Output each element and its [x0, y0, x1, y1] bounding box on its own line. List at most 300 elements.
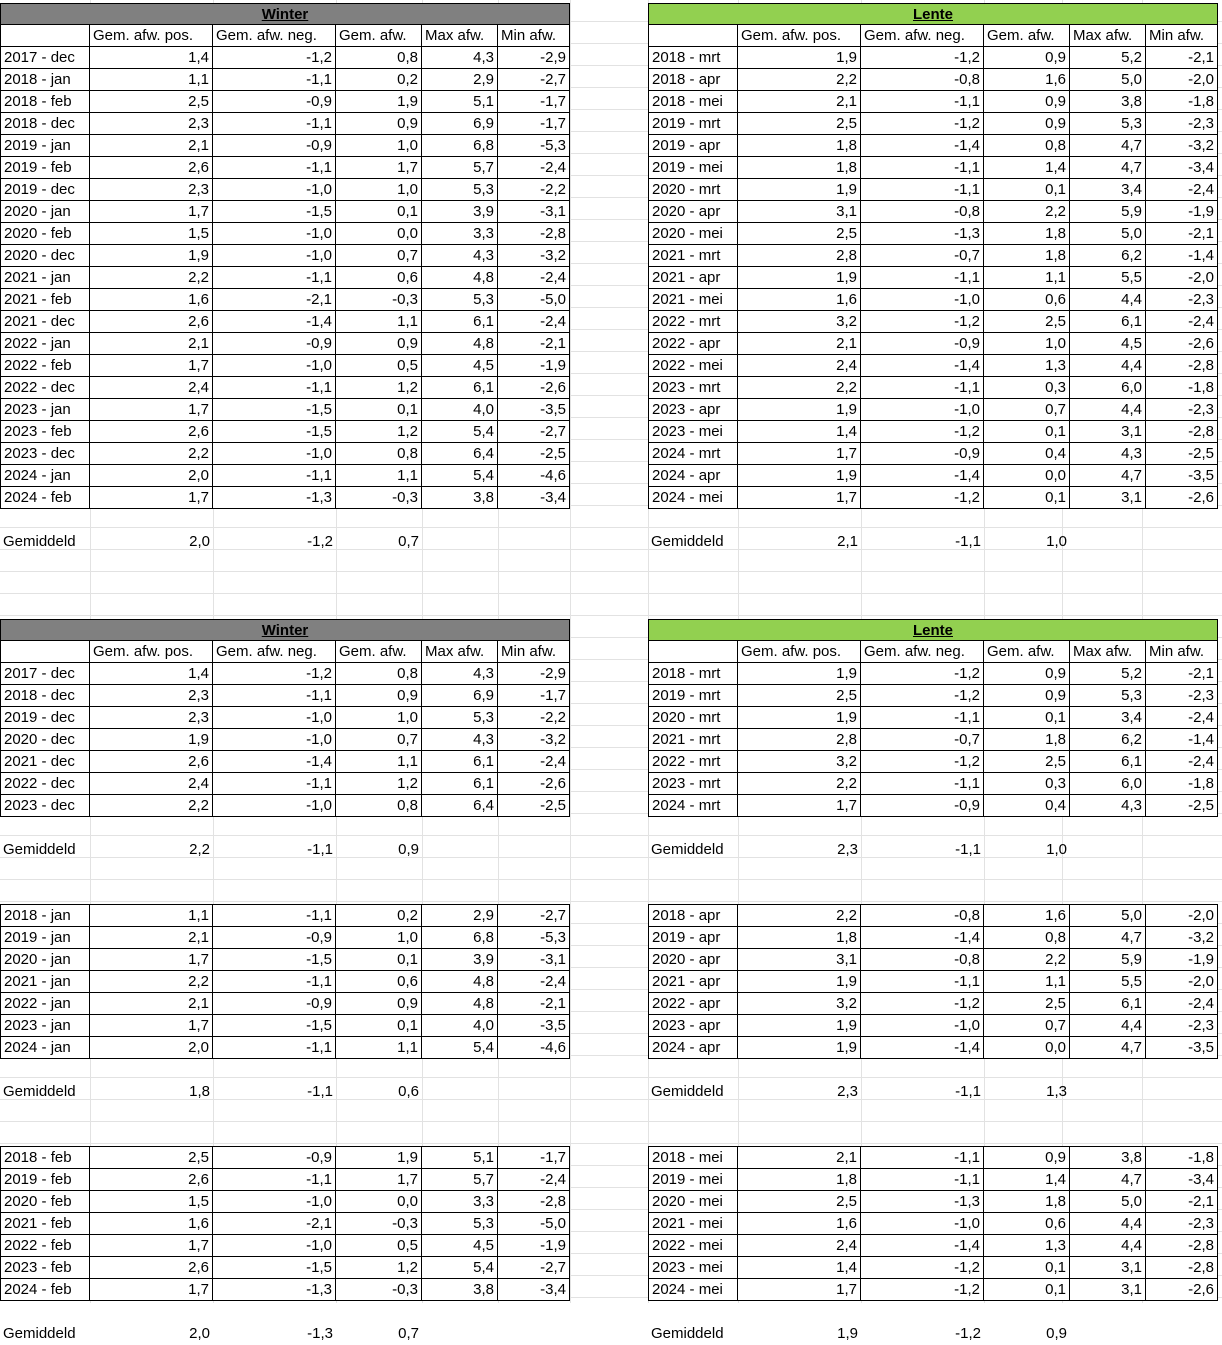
- data-cell[interactable]: 0,9: [984, 47, 1070, 69]
- data-cell[interactable]: 1,8: [738, 1169, 861, 1191]
- row-period-label[interactable]: 2018 - jan: [0, 69, 90, 91]
- empty-cell[interactable]: [984, 1059, 1070, 1081]
- row-period-label[interactable]: 2018 - feb: [0, 91, 90, 113]
- data-cell[interactable]: 4,4: [1070, 1213, 1146, 1235]
- row-period-label[interactable]: 2019 - dec: [0, 179, 90, 201]
- data-cell[interactable]: -1,1: [861, 773, 984, 795]
- data-cell[interactable]: 5,0: [1070, 69, 1146, 91]
- empty-cell[interactable]: [984, 883, 1070, 905]
- average-value[interactable]: 2,2: [189, 841, 210, 858]
- data-cell[interactable]: 6,1: [1070, 311, 1146, 333]
- data-cell[interactable]: 1,6: [90, 1213, 213, 1235]
- data-cell[interactable]: -1,1: [213, 905, 336, 927]
- data-cell[interactable]: 2,2: [738, 905, 861, 927]
- empty-cell[interactable]: [738, 1301, 861, 1323]
- average-value[interactable]: 1,0: [1046, 533, 1067, 550]
- column-header[interactable]: [648, 641, 738, 663]
- column-header[interactable]: Gem. afw. neg.: [213, 641, 336, 663]
- empty-cell[interactable]: [1146, 1103, 1218, 1125]
- empty-cell[interactable]: [422, 1081, 498, 1103]
- data-cell[interactable]: -1,1: [213, 113, 336, 135]
- data-cell[interactable]: -2,4: [498, 751, 570, 773]
- data-cell[interactable]: 5,3: [422, 179, 498, 201]
- empty-cell[interactable]: [498, 531, 570, 553]
- empty-cell[interactable]: [0, 509, 90, 531]
- empty-cell[interactable]: [738, 861, 861, 883]
- data-cell[interactable]: 2,6: [90, 157, 213, 179]
- data-cell[interactable]: 2,2: [738, 69, 861, 91]
- data-cell[interactable]: 2,5: [984, 311, 1070, 333]
- data-cell[interactable]: -1,9: [1146, 201, 1218, 223]
- data-cell[interactable]: 0,6: [336, 971, 422, 993]
- data-cell[interactable]: 1,8: [984, 1191, 1070, 1213]
- row-period-label[interactable]: 2023 - feb: [0, 1257, 90, 1279]
- data-cell[interactable]: -5,0: [498, 1213, 570, 1235]
- data-cell[interactable]: -1,1: [213, 773, 336, 795]
- data-cell[interactable]: 0,8: [984, 927, 1070, 949]
- empty-cell[interactable]: [648, 1125, 738, 1147]
- average-value[interactable]: 0,6: [398, 1083, 419, 1100]
- data-cell[interactable]: 0,1: [984, 421, 1070, 443]
- data-cell[interactable]: -2,6: [498, 377, 570, 399]
- empty-cell[interactable]: [738, 1059, 861, 1081]
- empty-cell[interactable]: [984, 509, 1070, 531]
- empty-cell[interactable]: [336, 861, 422, 883]
- data-cell[interactable]: -1,1: [861, 91, 984, 113]
- empty-cell[interactable]: [1070, 1323, 1146, 1345]
- data-cell[interactable]: -1,4: [213, 751, 336, 773]
- row-period-label[interactable]: 2020 - dec: [0, 245, 90, 267]
- data-cell[interactable]: -0,8: [861, 201, 984, 223]
- data-cell[interactable]: -3,4: [498, 1279, 570, 1301]
- row-period-label[interactable]: 2019 - dec: [0, 707, 90, 729]
- empty-cell[interactable]: [861, 861, 984, 883]
- data-cell[interactable]: 3,4: [1070, 707, 1146, 729]
- data-cell[interactable]: -2,1: [1146, 223, 1218, 245]
- empty-cell[interactable]: [498, 817, 570, 839]
- empty-cell[interactable]: [422, 1103, 498, 1125]
- data-cell[interactable]: -2,6: [1146, 487, 1218, 509]
- data-cell[interactable]: 3,2: [738, 751, 861, 773]
- empty-cell[interactable]: [984, 1125, 1070, 1147]
- data-cell[interactable]: -2,2: [498, 707, 570, 729]
- empty-cell[interactable]: [336, 883, 422, 905]
- empty-cell[interactable]: [861, 817, 984, 839]
- data-cell[interactable]: 5,7: [422, 157, 498, 179]
- empty-cell[interactable]: [984, 817, 1070, 839]
- empty-cell[interactable]: [861, 1125, 984, 1147]
- data-cell[interactable]: 1,2: [336, 773, 422, 795]
- data-cell[interactable]: -1,9: [498, 1235, 570, 1257]
- empty-cell[interactable]: [1070, 861, 1146, 883]
- data-cell[interactable]: 1,9: [738, 267, 861, 289]
- data-cell[interactable]: 1,4: [984, 157, 1070, 179]
- row-period-label[interactable]: 2018 - mei: [648, 1147, 738, 1169]
- data-cell[interactable]: 0,5: [336, 1235, 422, 1257]
- row-period-label[interactable]: 2019 - mei: [648, 157, 738, 179]
- data-cell[interactable]: 5,2: [1070, 47, 1146, 69]
- data-cell[interactable]: 0,0: [984, 465, 1070, 487]
- empty-cell[interactable]: [1146, 817, 1218, 839]
- empty-cell[interactable]: [648, 1103, 738, 1125]
- data-cell[interactable]: 2,5: [738, 223, 861, 245]
- data-cell[interactable]: 1,9: [738, 971, 861, 993]
- data-cell[interactable]: 4,8: [422, 333, 498, 355]
- empty-cell[interactable]: [336, 1103, 422, 1125]
- row-period-label[interactable]: 2022 - feb: [0, 1235, 90, 1257]
- average-value[interactable]: -1,1: [955, 1083, 981, 1100]
- data-cell[interactable]: 4,7: [1070, 135, 1146, 157]
- average-value[interactable]: -1,1: [955, 533, 981, 550]
- data-cell[interactable]: 1,1: [336, 311, 422, 333]
- data-cell[interactable]: 4,5: [422, 355, 498, 377]
- data-cell[interactable]: 3,3: [422, 223, 498, 245]
- empty-cell[interactable]: [738, 509, 861, 531]
- data-cell[interactable]: -1,0: [213, 179, 336, 201]
- data-cell[interactable]: -2,1: [213, 1213, 336, 1235]
- empty-cell[interactable]: [0, 861, 90, 883]
- empty-cell[interactable]: [1070, 1125, 1146, 1147]
- data-cell[interactable]: -2,1: [213, 289, 336, 311]
- data-cell[interactable]: -1,4: [861, 1037, 984, 1059]
- empty-cell[interactable]: [1146, 1125, 1218, 1147]
- empty-cell[interactable]: [1070, 1081, 1146, 1103]
- data-cell[interactable]: 2,4: [90, 773, 213, 795]
- data-cell[interactable]: 2,0: [90, 465, 213, 487]
- average-value[interactable]: -1,1: [955, 841, 981, 858]
- data-cell[interactable]: -2,0: [1146, 267, 1218, 289]
- data-cell[interactable]: -1,8: [1146, 377, 1218, 399]
- empty-cell[interactable]: [213, 861, 336, 883]
- data-cell[interactable]: 2,4: [738, 355, 861, 377]
- column-header[interactable]: [0, 641, 90, 663]
- empty-cell[interactable]: [90, 861, 213, 883]
- data-cell[interactable]: 2,3: [90, 685, 213, 707]
- empty-cell[interactable]: [498, 883, 570, 905]
- empty-cell[interactable]: [422, 883, 498, 905]
- row-period-label[interactable]: 2019 - jan: [0, 135, 90, 157]
- data-cell[interactable]: -0,9: [213, 993, 336, 1015]
- data-cell[interactable]: 0,1: [984, 1257, 1070, 1279]
- average-value[interactable]: 2,1: [837, 533, 858, 550]
- data-cell[interactable]: -1,0: [861, 399, 984, 421]
- data-cell[interactable]: 5,1: [422, 1147, 498, 1169]
- data-cell[interactable]: -0,9: [213, 91, 336, 113]
- empty-cell[interactable]: [0, 883, 90, 905]
- data-cell[interactable]: -2,3: [1146, 399, 1218, 421]
- data-cell[interactable]: 1,2: [336, 421, 422, 443]
- data-cell[interactable]: -1,2: [861, 47, 984, 69]
- row-period-label[interactable]: 2023 - jan: [0, 399, 90, 421]
- data-cell[interactable]: -0,9: [213, 927, 336, 949]
- data-cell[interactable]: -1,7: [498, 113, 570, 135]
- data-cell[interactable]: 1,6: [738, 1213, 861, 1235]
- data-cell[interactable]: 4,8: [422, 971, 498, 993]
- data-cell[interactable]: 1,7: [738, 487, 861, 509]
- data-cell[interactable]: -2,7: [498, 1257, 570, 1279]
- data-cell[interactable]: 6,1: [1070, 751, 1146, 773]
- row-period-label[interactable]: 2018 - apr: [648, 69, 738, 91]
- data-cell[interactable]: 0,6: [984, 289, 1070, 311]
- empty-cell[interactable]: [213, 1125, 336, 1147]
- data-cell[interactable]: 1,8: [738, 135, 861, 157]
- empty-cell[interactable]: [498, 839, 570, 861]
- row-period-label[interactable]: 2018 - mei: [648, 91, 738, 113]
- empty-cell[interactable]: [861, 883, 984, 905]
- column-header[interactable]: Gem. afw.: [984, 641, 1070, 663]
- data-cell[interactable]: 4,4: [1070, 355, 1146, 377]
- data-cell[interactable]: 2,6: [90, 311, 213, 333]
- data-cell[interactable]: 0,1: [336, 399, 422, 421]
- data-cell[interactable]: -2,8: [1146, 421, 1218, 443]
- data-cell[interactable]: 2,3: [90, 179, 213, 201]
- data-cell[interactable]: -1,5: [213, 1015, 336, 1037]
- empty-cell[interactable]: [336, 1301, 422, 1323]
- data-cell[interactable]: -1,3: [213, 487, 336, 509]
- empty-cell[interactable]: [648, 1059, 738, 1081]
- row-period-label[interactable]: 2020 - apr: [648, 201, 738, 223]
- row-period-label[interactable]: 2022 - dec: [0, 377, 90, 399]
- data-cell[interactable]: 3,1: [1070, 1257, 1146, 1279]
- data-cell[interactable]: 1,8: [738, 927, 861, 949]
- data-cell[interactable]: -1,0: [213, 355, 336, 377]
- data-cell[interactable]: 4,7: [1070, 157, 1146, 179]
- data-cell[interactable]: -3,2: [498, 729, 570, 751]
- row-period-label[interactable]: 2022 - mrt: [648, 311, 738, 333]
- data-cell[interactable]: 1,6: [984, 905, 1070, 927]
- empty-cell[interactable]: [738, 1103, 861, 1125]
- data-cell[interactable]: 0,8: [336, 47, 422, 69]
- data-cell[interactable]: 2,2: [984, 949, 1070, 971]
- data-cell[interactable]: 1,1: [984, 267, 1070, 289]
- empty-cell[interactable]: [1146, 1301, 1218, 1323]
- data-cell[interactable]: 5,9: [1070, 201, 1146, 223]
- data-cell[interactable]: 1,9: [90, 729, 213, 751]
- data-cell[interactable]: 0,9: [984, 113, 1070, 135]
- data-cell[interactable]: -1,2: [861, 1257, 984, 1279]
- empty-cell[interactable]: [861, 1301, 984, 1323]
- row-period-label[interactable]: 2022 - jan: [0, 333, 90, 355]
- data-cell[interactable]: 1,2: [336, 1257, 422, 1279]
- data-cell[interactable]: 1,0: [336, 707, 422, 729]
- data-cell[interactable]: 0,9: [984, 663, 1070, 685]
- data-cell[interactable]: 0,7: [984, 1015, 1070, 1037]
- row-period-label[interactable]: 2020 - jan: [0, 949, 90, 971]
- data-cell[interactable]: 2,5: [984, 751, 1070, 773]
- row-period-label[interactable]: 2021 - feb: [0, 1213, 90, 1235]
- empty-cell[interactable]: [498, 1125, 570, 1147]
- data-cell[interactable]: 1,5: [90, 1191, 213, 1213]
- data-cell[interactable]: 2,5: [738, 685, 861, 707]
- data-cell[interactable]: -0,9: [213, 135, 336, 157]
- data-cell[interactable]: -1,2: [861, 751, 984, 773]
- data-cell[interactable]: -1,8: [1146, 1147, 1218, 1169]
- data-cell[interactable]: -2,6: [1146, 333, 1218, 355]
- data-cell[interactable]: -4,6: [498, 1037, 570, 1059]
- data-cell[interactable]: 0,4: [984, 443, 1070, 465]
- empty-cell[interactable]: [213, 509, 336, 531]
- row-period-label[interactable]: 2018 - dec: [0, 685, 90, 707]
- data-cell[interactable]: -2,9: [498, 663, 570, 685]
- data-cell[interactable]: 4,4: [1070, 1015, 1146, 1037]
- empty-cell[interactable]: [213, 883, 336, 905]
- empty-cell[interactable]: [984, 1301, 1070, 1323]
- data-cell[interactable]: 5,2: [1070, 663, 1146, 685]
- column-header[interactable]: Min afw.: [498, 25, 570, 47]
- data-cell[interactable]: -1,0: [213, 729, 336, 751]
- column-header[interactable]: Max afw.: [422, 641, 498, 663]
- data-cell[interactable]: 0,9: [984, 685, 1070, 707]
- row-period-label[interactable]: 2020 - mei: [648, 223, 738, 245]
- row-period-label[interactable]: 2022 - mrt: [648, 751, 738, 773]
- empty-cell[interactable]: [90, 1301, 213, 1323]
- average-value[interactable]: 0,7: [398, 1325, 419, 1342]
- data-cell[interactable]: 5,1: [422, 91, 498, 113]
- data-cell[interactable]: 0,9: [984, 91, 1070, 113]
- data-cell[interactable]: -0,3: [336, 1213, 422, 1235]
- empty-cell[interactable]: [1070, 817, 1146, 839]
- data-cell[interactable]: 0,0: [984, 1037, 1070, 1059]
- empty-cell[interactable]: [90, 1059, 213, 1081]
- data-cell[interactable]: 6,1: [422, 773, 498, 795]
- data-cell[interactable]: -2,4: [1146, 751, 1218, 773]
- data-cell[interactable]: 2,1: [90, 927, 213, 949]
- data-cell[interactable]: -2,0: [1146, 69, 1218, 91]
- row-period-label[interactable]: 2020 - mrt: [648, 179, 738, 201]
- data-cell[interactable]: 1,7: [336, 157, 422, 179]
- row-period-label[interactable]: 2018 - apr: [648, 905, 738, 927]
- empty-cell[interactable]: [738, 817, 861, 839]
- data-cell[interactable]: 0,6: [336, 267, 422, 289]
- data-cell[interactable]: 4,7: [1070, 1169, 1146, 1191]
- data-cell[interactable]: -0,7: [861, 729, 984, 751]
- data-cell[interactable]: -2,8: [498, 223, 570, 245]
- data-cell[interactable]: 4,3: [1070, 443, 1146, 465]
- row-period-label[interactable]: 2019 - apr: [648, 927, 738, 949]
- data-cell[interactable]: -1,1: [861, 707, 984, 729]
- row-period-label[interactable]: 2018 - jan: [0, 905, 90, 927]
- empty-cell[interactable]: [422, 839, 498, 861]
- average-value[interactable]: 1,8: [189, 1083, 210, 1100]
- data-cell[interactable]: 2,5: [984, 993, 1070, 1015]
- data-cell[interactable]: 2,1: [90, 333, 213, 355]
- data-cell[interactable]: -0,8: [861, 905, 984, 927]
- data-cell[interactable]: 5,7: [422, 1169, 498, 1191]
- data-cell[interactable]: -2,5: [1146, 795, 1218, 817]
- data-cell[interactable]: -1,4: [1146, 245, 1218, 267]
- data-cell[interactable]: 4,4: [1070, 289, 1146, 311]
- row-period-label[interactable]: 2022 - apr: [648, 993, 738, 1015]
- data-cell[interactable]: -1,1: [213, 971, 336, 993]
- data-cell[interactable]: -1,7: [498, 685, 570, 707]
- data-cell[interactable]: 1,8: [738, 157, 861, 179]
- data-cell[interactable]: -1,4: [1146, 729, 1218, 751]
- data-cell[interactable]: -2,3: [1146, 1015, 1218, 1037]
- row-period-label[interactable]: 2021 - mrt: [648, 245, 738, 267]
- average-value[interactable]: -1,2: [955, 1325, 981, 1342]
- data-cell[interactable]: 5,5: [1070, 267, 1146, 289]
- data-cell[interactable]: -2,4: [498, 311, 570, 333]
- data-cell[interactable]: -1,2: [861, 113, 984, 135]
- data-cell[interactable]: 2,9: [422, 905, 498, 927]
- data-cell[interactable]: -1,8: [1146, 773, 1218, 795]
- data-cell[interactable]: 3,1: [1070, 421, 1146, 443]
- data-cell[interactable]: -1,1: [861, 1147, 984, 1169]
- data-cell[interactable]: 0,8: [336, 663, 422, 685]
- data-cell[interactable]: -2,4: [498, 157, 570, 179]
- empty-cell[interactable]: [498, 1103, 570, 1125]
- data-cell[interactable]: 4,8: [422, 267, 498, 289]
- data-cell[interactable]: 4,0: [422, 1015, 498, 1037]
- empty-cell[interactable]: [336, 817, 422, 839]
- data-cell[interactable]: -5,3: [498, 135, 570, 157]
- empty-cell[interactable]: [213, 1301, 336, 1323]
- average-value[interactable]: 0,7: [398, 533, 419, 550]
- data-cell[interactable]: -1,0: [213, 443, 336, 465]
- row-period-label[interactable]: 2020 - jan: [0, 201, 90, 223]
- data-cell[interactable]: -2,7: [498, 905, 570, 927]
- data-cell[interactable]: 0,8: [336, 795, 422, 817]
- average-value[interactable]: 1,3: [1046, 1083, 1067, 1100]
- data-cell[interactable]: -0,9: [861, 443, 984, 465]
- data-cell[interactable]: 2,1: [738, 333, 861, 355]
- row-period-label[interactable]: 2020 - mrt: [648, 707, 738, 729]
- data-cell[interactable]: 4,5: [422, 1235, 498, 1257]
- row-period-label[interactable]: 2019 - mrt: [648, 113, 738, 135]
- data-cell[interactable]: -1,1: [861, 377, 984, 399]
- data-cell[interactable]: -2,5: [1146, 443, 1218, 465]
- empty-cell[interactable]: [422, 1301, 498, 1323]
- empty-cell[interactable]: [422, 1323, 498, 1345]
- empty-cell[interactable]: [1146, 883, 1218, 905]
- data-cell[interactable]: 2,5: [738, 113, 861, 135]
- data-cell[interactable]: 2,2: [984, 201, 1070, 223]
- data-cell[interactable]: 0,9: [336, 113, 422, 135]
- data-cell[interactable]: 1,3: [984, 355, 1070, 377]
- data-cell[interactable]: 4,3: [422, 245, 498, 267]
- row-period-label[interactable]: 2023 - apr: [648, 399, 738, 421]
- empty-cell[interactable]: [648, 1301, 738, 1323]
- data-cell[interactable]: 1,7: [738, 1279, 861, 1301]
- data-cell[interactable]: 0,7: [984, 399, 1070, 421]
- data-cell[interactable]: 0,9: [336, 993, 422, 1015]
- data-cell[interactable]: 4,7: [1070, 1037, 1146, 1059]
- data-cell[interactable]: -3,5: [1146, 465, 1218, 487]
- row-period-label[interactable]: 2021 - apr: [648, 267, 738, 289]
- data-cell[interactable]: -5,0: [498, 289, 570, 311]
- empty-cell[interactable]: [422, 1125, 498, 1147]
- row-period-label[interactable]: 2021 - jan: [0, 267, 90, 289]
- empty-cell[interactable]: [861, 509, 984, 531]
- data-cell[interactable]: 1,4: [90, 663, 213, 685]
- data-cell[interactable]: 1,6: [90, 289, 213, 311]
- row-period-label[interactable]: 2019 - apr: [648, 135, 738, 157]
- average-value[interactable]: 1,0: [1046, 841, 1067, 858]
- column-header[interactable]: Gem. afw. pos.: [738, 25, 861, 47]
- data-cell[interactable]: 1,1: [984, 971, 1070, 993]
- data-cell[interactable]: -2,1: [1146, 1191, 1218, 1213]
- data-cell[interactable]: -2,8: [498, 1191, 570, 1213]
- data-cell[interactable]: -3,5: [498, 399, 570, 421]
- row-period-label[interactable]: 2023 - mei: [648, 1257, 738, 1279]
- empty-cell[interactable]: [213, 817, 336, 839]
- data-cell[interactable]: -1,0: [213, 1191, 336, 1213]
- data-cell[interactable]: 4,3: [1070, 795, 1146, 817]
- data-cell[interactable]: -2,3: [1146, 685, 1218, 707]
- data-cell[interactable]: 0,1: [336, 949, 422, 971]
- column-header[interactable]: Gem. afw. pos.: [90, 641, 213, 663]
- data-cell[interactable]: -0,8: [861, 69, 984, 91]
